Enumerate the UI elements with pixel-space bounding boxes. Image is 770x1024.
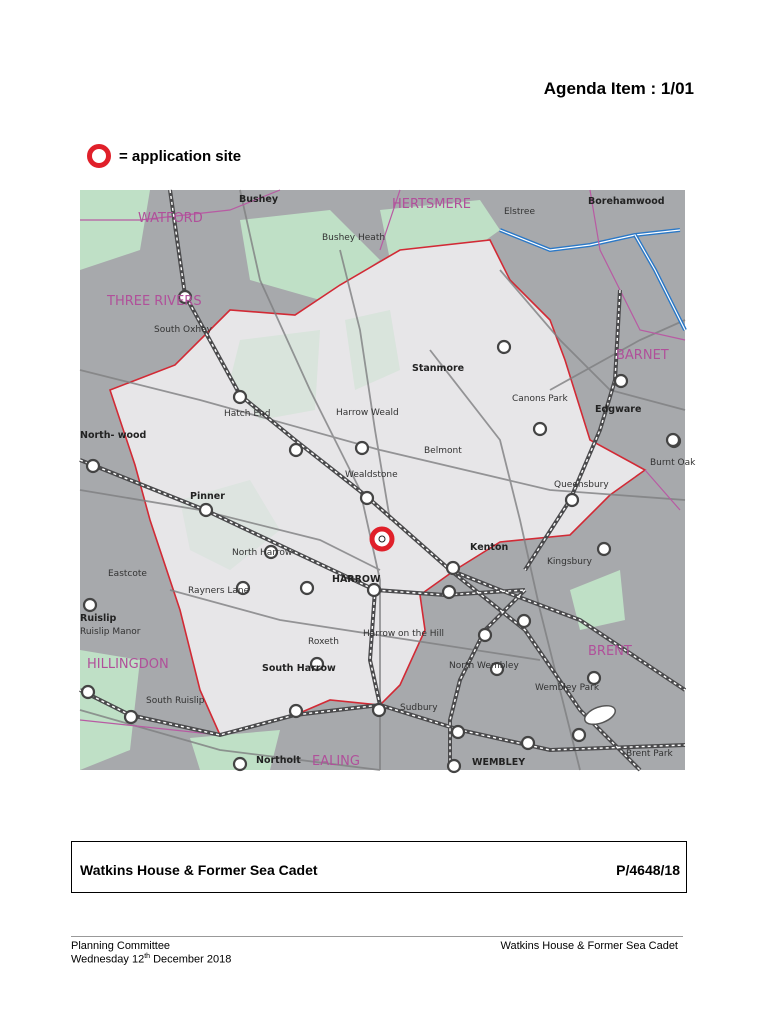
place-label: Hatch End [224, 409, 271, 419]
district-label-brent: BRENT [588, 644, 632, 659]
place-label: South Harrow [262, 663, 336, 674]
place-label: Bushey Heath [322, 233, 386, 243]
place-label: Canons Park [512, 394, 568, 404]
application-info-box [71, 841, 687, 893]
application-reference: P/4648/18 [616, 862, 680, 878]
place-label: Roxeth [308, 637, 339, 647]
place-label: Brent Park [626, 749, 673, 759]
place-label: Edgware [595, 404, 642, 415]
footer-committee: Planning Committee [71, 940, 171, 952]
place-label: Kenton [470, 542, 509, 553]
agenda-item-heading: Agenda Item : 1/01 [543, 79, 694, 98]
place-label: North Wembley [449, 661, 519, 671]
district-label-three-rivers: THREE RIVERS [107, 294, 202, 309]
place-label: South Oxhey [154, 325, 212, 335]
place-label: Elstree [504, 207, 535, 217]
place-label: Eastcote [108, 569, 147, 579]
place-label: Belmont [424, 446, 462, 456]
place-label: North Harrow [232, 548, 293, 558]
place-label: Northolt [256, 755, 301, 766]
district-label-ealing: EALING [312, 754, 360, 769]
place-label: Queensbury [554, 480, 609, 490]
footer-divider [71, 936, 683, 937]
legend-label: = application site [119, 147, 242, 165]
place-label: Kingsbury [547, 557, 592, 567]
place-label: Harrow Weald [336, 408, 399, 418]
place-label: Ruislip Manor [80, 627, 141, 637]
place-label: Wealdstone [345, 470, 398, 480]
place-label: Borehamwood [588, 196, 665, 207]
application-site-marker-icon [87, 144, 111, 168]
place-label: WEMBLEY [472, 757, 526, 768]
place-label: Stanmore [412, 363, 465, 374]
legend [87, 144, 241, 168]
place-label: Ruislip [80, 613, 117, 624]
location-map [80, 190, 696, 770]
district-label-hillingdon: HILLINGDON [87, 657, 169, 672]
district-label-hertsmere: HERTSMERE [392, 197, 471, 212]
place-label: Burnt Oak [650, 458, 696, 468]
district-label-barnet: BARNET [616, 348, 669, 363]
place-label: Harrow on the Hill [363, 629, 445, 639]
footer-date: Wednesday 12th December 2018 [71, 953, 232, 966]
district-label-watford: WATFORD [138, 211, 203, 226]
place-label: Pinner [190, 491, 225, 502]
place-label: Wembley Park [535, 683, 600, 693]
place-label: North- wood [80, 430, 147, 441]
place-label: South Ruislip [146, 696, 205, 706]
place-label: Bushey [239, 194, 279, 205]
application-title: Watkins House & Former Sea Cadet [80, 862, 318, 878]
place-label: HARROW [332, 574, 381, 585]
place-label: Sudbury [400, 703, 438, 713]
footer-title: Watkins House & Former Sea Cadet [500, 940, 678, 952]
place-label: Rayners Lane [188, 586, 250, 596]
